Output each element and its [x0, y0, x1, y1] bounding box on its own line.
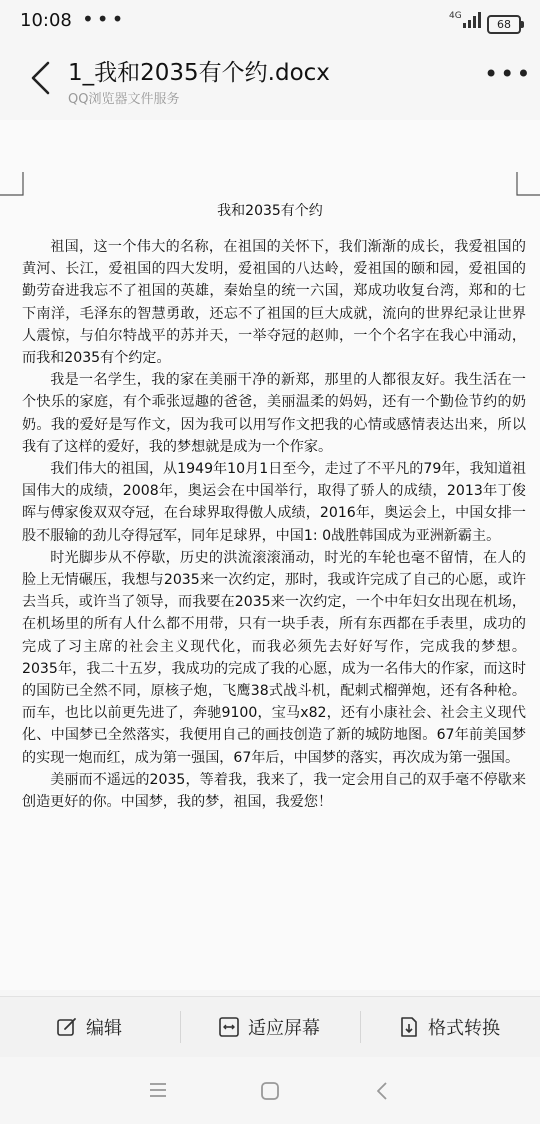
- battery-level: 68: [497, 18, 511, 31]
- notification-dots-icon: •••: [82, 7, 127, 31]
- document-source: QQ浏览器文件服务: [68, 92, 180, 107]
- paragraph: 我们伟大的祖国，从1949年10月1日至今，走过了不平凡的79年，我知道祖国伟大的成绩，2008年，奥运会在中国举行，取得了骄人的成绩，2013年丁俊晖与傅家俊双双夺冠，在台球界取得傲人成绩，2016年，奥运会上，中国女排一股不服输的劲儿夺得冠军，同年足球界，中国1: 0战胜韩国成为亚洲新霸主。: [22, 461, 526, 544]
- margin-corner-top-right: [516, 172, 540, 196]
- paragraph: 时光脚步从不停歇，历史的洪流滚滚涌动，时光的车轮也毫不留情，在人的脸上无情碾压，我想与2035来一次约定，那时，我或许完成了自己的心愿，或许去当兵，或许当了领导，而我要在2035来一次约定，一个中年妇女出现在机场，在机场里的所有人什么都不用带，只有一块手表，所有东西都在手表里，成功的完成了习主席的社会主义现代化，而我必须先去好好写作，完成我的梦想。 2035年，我二十五岁，我成功的完成了我的心愿，成为一名伟大的作家，而这时的国防已全然不同，原核子炮，飞鹰38式战斗机，配刺式榴弹炮，还有各种枪。而车，也比以前更先进了，奔驰9100，宝马x82，还有小康社会、社会主义现代化、中国梦已全然落实，我便用自己的画技创造了新的城防地图。67年前美国梦的实现一炮而红，成为第一强国，67年后，中国梦的落实，再次成为第一强国。: [22, 549, 526, 766]
- toolbar-divider: [180, 1011, 181, 1043]
- edit-label: 编辑: [86, 1018, 122, 1039]
- network-type-label: 4G: [449, 11, 462, 21]
- document-page[interactable]: [0, 120, 540, 990]
- battery-icon: [487, 15, 521, 34]
- more-menu-icon[interactable]: •••: [484, 60, 533, 88]
- edit-button[interactable]: [56, 997, 122, 1057]
- format-convert-button[interactable]: [398, 997, 500, 1057]
- back-arrow-icon[interactable]: [26, 58, 56, 98]
- document-heading: 我和2035有个约: [217, 203, 323, 219]
- document-body: [22, 236, 526, 813]
- paragraph: 祖国，这一个伟大的名称，在祖国的关怀下，我们渐渐的成长，我爱祖国的黄河、长江，爱祖国的四大发明，爱祖国的八达岭，爱祖国的颐和园，爱祖国的勤劳奋进我忘不了祖国的英雄，秦始皇的统一六国，郑成功收复台湾，郑和的七下南洋，毛泽东的智慧勇敢，还忘不了祖国的巨大成就，流向的世界纪录让世界人震惊，与伯尔特战平的苏并天，一举夺冠的赵帅，一个个名字在我心中涌动，而我和2035有个约定。: [22, 239, 526, 367]
- fit-screen-button[interactable]: [218, 997, 320, 1057]
- edit-icon: [56, 1016, 78, 1038]
- bottom-toolbar: [0, 996, 540, 1057]
- format-convert-icon: [398, 1016, 420, 1038]
- margin-corner-top-left: [0, 172, 24, 196]
- paragraph: 我是一名学生，我的家在美丽干净的新郑，那里的人都很友好。我生活在一个快乐的家庭，有个乖张逗趣的爸爸，美丽温柔的妈妈，还有一个勤俭节约的奶奶。我的爱好是写作文，因为我可以用写作文把我的心情或感情表达出来，所以我有了这样的爱好，我的梦想就是成为一个作家。: [22, 372, 526, 455]
- format-convert-label: 格式转换: [428, 1018, 500, 1039]
- status-bar: [0, 0, 540, 44]
- document-title: 1_我和2035有个约.docx: [68, 60, 330, 86]
- title-bar: [0, 44, 540, 110]
- menu-icon[interactable]: [148, 1082, 168, 1098]
- fit-screen-icon: [218, 1016, 240, 1038]
- fit-screen-label: 适应屏幕: [248, 1018, 320, 1039]
- system-nav-bar: [0, 1058, 540, 1124]
- status-time: 10:08: [20, 10, 72, 31]
- paragraph: 美丽而不遥远的2035，等着我，我来了，我一定会用自己的双手毫不停歇来创造更好的你。中国梦，我的梦，祖国，我爱您！: [22, 771, 526, 811]
- signal-strength-icon: [462, 12, 482, 28]
- toolbar-divider: [360, 1011, 361, 1043]
- nav-back-icon[interactable]: [374, 1081, 390, 1101]
- home-icon[interactable]: [260, 1081, 280, 1101]
